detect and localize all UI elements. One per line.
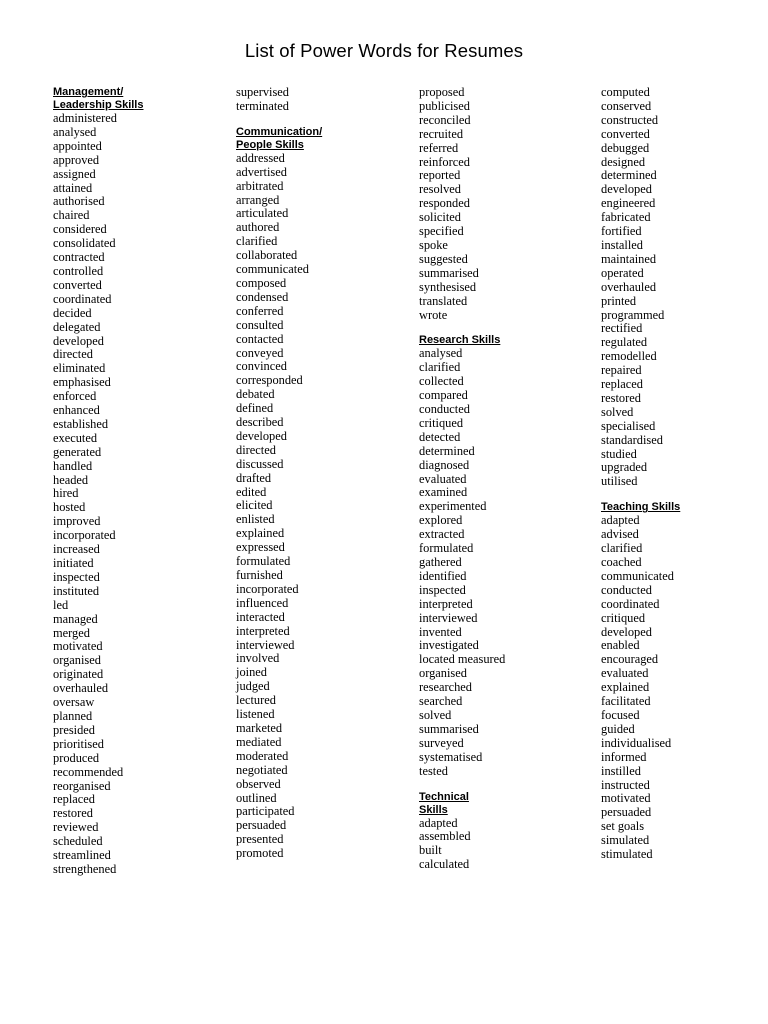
power-word: terminated [236, 98, 289, 113]
power-word: condensed [236, 289, 289, 304]
skill-section [419, 86, 589, 322]
power-word: prioritised [53, 736, 104, 751]
power-word: articulated [236, 206, 289, 221]
power-word: presided [53, 722, 95, 737]
power-word: collected [419, 374, 464, 389]
power-word: resolved [419, 182, 461, 197]
power-word: conveyed [236, 345, 284, 360]
power-word: persuaded [236, 818, 287, 833]
power-word: authorised [53, 194, 105, 209]
skill-section [236, 86, 406, 114]
power-word: built [419, 843, 442, 858]
power-word: set goals [601, 819, 645, 834]
power-word: specified [419, 224, 464, 239]
power-word: explored [419, 513, 463, 528]
power-word: decided [53, 305, 92, 320]
section-heading-line: Research Skills [419, 334, 501, 347]
power-word: diagnosed [419, 457, 470, 472]
power-word: arranged [236, 192, 280, 207]
power-word: organised [53, 653, 101, 668]
power-word: adapted [601, 513, 640, 528]
power-word: contracted [53, 250, 105, 265]
power-word: informed [601, 749, 647, 764]
power-word: drafted [236, 470, 272, 485]
power-word: restored [601, 390, 641, 405]
power-word: lectured [236, 693, 276, 708]
power-word: reconciled [419, 112, 471, 127]
power-word: responded [419, 196, 470, 211]
power-word: determined [419, 443, 475, 458]
power-word: supervised [236, 85, 289, 99]
power-word: coordinated [53, 291, 112, 306]
power-word: specialised [601, 418, 656, 433]
power-word: located measured [419, 652, 506, 667]
power-word: listened [236, 707, 275, 722]
power-word: judged [236, 679, 270, 694]
power-word: identified [419, 568, 467, 583]
power-word: developed [601, 182, 652, 197]
power-word: controlled [53, 263, 104, 278]
power-word: emphasised [53, 375, 111, 390]
power-word: spoke [419, 237, 448, 252]
power-word: evaluated [601, 666, 649, 681]
power-word: instructed [601, 777, 650, 792]
skill-section [601, 501, 768, 862]
power-word: arbitrated [236, 178, 284, 193]
power-word: clarified [236, 234, 278, 249]
power-word: converted [601, 126, 650, 141]
skill-section [236, 126, 406, 861]
power-word: solicited [419, 210, 461, 225]
power-word: wrote [419, 307, 448, 322]
power-word: systematised [419, 749, 483, 764]
power-word: mediated [236, 734, 282, 749]
power-word: computed [601, 85, 650, 99]
power-word: chaired [53, 208, 90, 223]
power-word: negotiated [236, 762, 288, 777]
power-word: directed [53, 347, 93, 362]
power-word: clarified [601, 541, 643, 556]
power-word: debugged [601, 140, 650, 155]
power-word: joined [236, 665, 267, 680]
power-word: collaborated [236, 248, 298, 263]
power-word: extracted [419, 527, 465, 542]
power-word: reviewed [53, 820, 99, 835]
power-word: coached [601, 555, 642, 569]
power-word: detected [419, 429, 461, 444]
power-word: oversaw [53, 695, 95, 710]
power-word: printed [601, 293, 637, 308]
power-word: persuaded [601, 805, 652, 820]
power-word: directed [236, 442, 276, 457]
power-word: elicited [236, 498, 273, 513]
power-word: simulated [601, 833, 650, 848]
power-word: developed [53, 333, 104, 348]
power-word: encouraged [601, 652, 659, 667]
power-word: corresponded [236, 373, 303, 388]
power-word: fortified [601, 224, 642, 239]
power-word: merged [53, 625, 90, 640]
power-word: synthesised [419, 279, 477, 294]
power-word: hosted [53, 500, 86, 515]
section-heading-line: Communication/ [236, 125, 323, 138]
power-word: approved [53, 152, 100, 167]
power-word: stimulated [601, 847, 653, 862]
power-word: promoted [236, 846, 284, 861]
power-word: analysed [53, 124, 97, 139]
power-word: translated [419, 293, 468, 308]
power-word: edited [236, 484, 267, 499]
power-word: explained [236, 526, 285, 541]
section-heading [419, 791, 589, 817]
power-word: addressed [236, 150, 285, 165]
power-word: headed [53, 472, 89, 487]
power-word: solved [419, 707, 452, 722]
power-word: involved [236, 651, 280, 666]
power-word: examined [419, 485, 468, 500]
power-word: established [53, 416, 109, 431]
power-word: marketed [236, 720, 283, 735]
power-word: debated [236, 387, 275, 402]
power-word: streamlined [53, 848, 111, 863]
power-word: surveyed [419, 735, 464, 750]
word-column-4 [601, 86, 768, 862]
power-word: considered [53, 222, 107, 237]
word-column-1 [53, 86, 223, 877]
power-word: hired [53, 486, 79, 501]
power-word: convinced [236, 359, 287, 374]
power-word: improved [53, 514, 101, 529]
power-word: developed [236, 428, 287, 443]
power-word: replaced [53, 792, 95, 807]
power-word: instilled [601, 763, 641, 778]
power-word: recruited [419, 126, 464, 141]
power-word: contacted [236, 331, 284, 346]
power-word: referred [419, 140, 459, 155]
section-heading-line: Skills [419, 803, 448, 816]
skill-section [601, 86, 768, 489]
power-word: consulted [236, 317, 284, 332]
power-word: motivated [53, 639, 103, 654]
section-heading-line: Technical [419, 790, 469, 803]
power-word: described [236, 415, 284, 430]
power-word: conserved [601, 98, 652, 113]
power-word: moderated [236, 748, 289, 763]
power-word: initiated [53, 556, 94, 570]
power-word: guided [601, 721, 635, 736]
section-heading [53, 86, 223, 112]
power-word: interviewed [419, 610, 478, 625]
power-word: critiqued [601, 610, 646, 625]
power-word: summarised [419, 265, 479, 280]
power-word: designed [601, 154, 646, 169]
power-word: enabled [601, 638, 640, 653]
power-word: outlined [236, 790, 277, 805]
power-word: handled [53, 458, 93, 473]
power-word: rectified [601, 321, 643, 336]
power-word: generated [53, 444, 102, 459]
power-word: administered [53, 111, 117, 125]
power-word: installed [601, 237, 643, 252]
power-word: inspected [419, 582, 466, 597]
skill-section [419, 791, 589, 873]
power-word: constructed [601, 112, 659, 127]
power-word: evaluated [419, 471, 467, 486]
power-word: interacted [236, 609, 285, 624]
power-word: inspected [53, 569, 100, 584]
power-word: interpreted [419, 596, 473, 611]
power-word: conducted [419, 402, 470, 417]
power-word: produced [53, 750, 100, 765]
power-word: overhauled [601, 279, 657, 294]
power-word: upgraded [601, 460, 648, 475]
power-word: conferred [236, 303, 284, 318]
section-heading-line: Management/ [53, 86, 124, 98]
power-word: remodelled [601, 349, 657, 364]
power-word: recommended [53, 764, 124, 779]
power-word: discussed [236, 456, 284, 471]
power-word: investigated [419, 638, 479, 653]
section-heading-line: People Skills [236, 138, 304, 151]
power-word: incorporated [53, 528, 116, 543]
section-heading [236, 126, 406, 152]
power-word: authored [236, 220, 280, 235]
power-word: originated [53, 667, 104, 682]
power-word: participated [236, 804, 295, 819]
power-word: gathered [419, 555, 462, 569]
power-word: instituted [53, 583, 100, 598]
power-word: experimented [419, 499, 487, 514]
power-word: enforced [53, 389, 97, 404]
power-word: enlisted [236, 512, 275, 527]
power-word: utilised [601, 474, 638, 489]
power-word: summarised [419, 721, 479, 736]
power-word: critiqued [419, 415, 464, 430]
power-word: communicated [601, 568, 674, 583]
power-word: proposed [419, 85, 465, 99]
power-word: incorporated [236, 581, 299, 596]
power-word: eliminated [53, 361, 106, 376]
power-word: engineered [601, 196, 656, 211]
power-word: facilitated [601, 694, 651, 709]
power-word: coordinated [601, 596, 660, 611]
power-word: interviewed [236, 637, 295, 652]
power-word: increased [53, 542, 100, 557]
power-word: advertised [236, 164, 287, 179]
power-word: standardised [601, 432, 663, 447]
power-word: led [53, 597, 69, 612]
power-word: managed [53, 611, 98, 626]
power-word: scheduled [53, 834, 103, 849]
power-word: observed [236, 776, 281, 791]
power-word: suggested [419, 251, 468, 266]
power-word: studied [601, 446, 637, 461]
power-word: reported [419, 168, 461, 183]
power-word: restored [53, 806, 93, 821]
power-word: interpreted [236, 623, 290, 638]
power-word: regulated [601, 335, 648, 350]
power-word: presented [236, 832, 284, 847]
power-word: furnished [236, 568, 283, 582]
power-word: reorganised [53, 778, 111, 793]
power-word: maintained [601, 251, 657, 266]
power-word: individualised [601, 735, 672, 750]
power-word: searched [419, 694, 463, 709]
power-word: consolidated [53, 236, 116, 251]
power-word: fabricated [601, 210, 651, 225]
power-word: enhanced [53, 403, 100, 418]
power-word: defined [236, 401, 274, 416]
skill-section [419, 334, 589, 778]
power-word: reinforced [419, 154, 470, 169]
power-word: converted [53, 277, 102, 292]
document-title: List of Power Words for Resumes [244, 40, 524, 61]
power-word: tested [419, 763, 448, 778]
power-word: appointed [53, 138, 102, 153]
power-word: researched [419, 680, 472, 695]
section-heading-line: Leadership Skills [53, 99, 144, 111]
power-word: invented [419, 624, 462, 639]
power-word: programmed [601, 307, 665, 322]
power-word: overhauled [53, 681, 109, 696]
power-word: conducted [601, 582, 652, 597]
power-word: focused [601, 707, 640, 722]
power-word: determined [601, 168, 657, 183]
power-word: adapted [419, 815, 458, 830]
power-word: compared [419, 388, 468, 403]
power-word: attained [53, 180, 93, 195]
power-word: executed [53, 430, 98, 445]
power-word: developed [601, 624, 652, 639]
power-word: repaired [601, 363, 642, 378]
power-word: explained [601, 680, 650, 695]
power-word: operated [601, 265, 644, 280]
power-word: composed [236, 275, 287, 290]
power-word: communicated [236, 262, 309, 277]
section-heading-line: Teaching Skills [601, 501, 681, 514]
power-word: clarified [419, 360, 461, 375]
power-word: solved [601, 404, 634, 419]
power-word: motivated [601, 791, 651, 806]
power-word: expressed [236, 540, 285, 555]
power-word: organised [419, 666, 467, 681]
power-word: replaced [601, 377, 643, 392]
power-word: analysed [419, 346, 463, 361]
skill-section [53, 86, 223, 877]
power-word: formulated [236, 554, 291, 569]
power-word: advised [601, 527, 639, 542]
power-word: strengthened [53, 861, 117, 876]
power-word: delegated [53, 319, 101, 334]
power-word: assembled [419, 829, 471, 844]
power-word: influenced [236, 595, 289, 610]
power-word: formulated [419, 541, 474, 556]
word-column-2 [236, 86, 406, 861]
power-word: publicised [419, 98, 470, 113]
power-word: assigned [53, 166, 96, 181]
power-word: calculated [419, 857, 470, 872]
power-word: planned [53, 708, 93, 723]
word-column-3 [419, 86, 589, 872]
